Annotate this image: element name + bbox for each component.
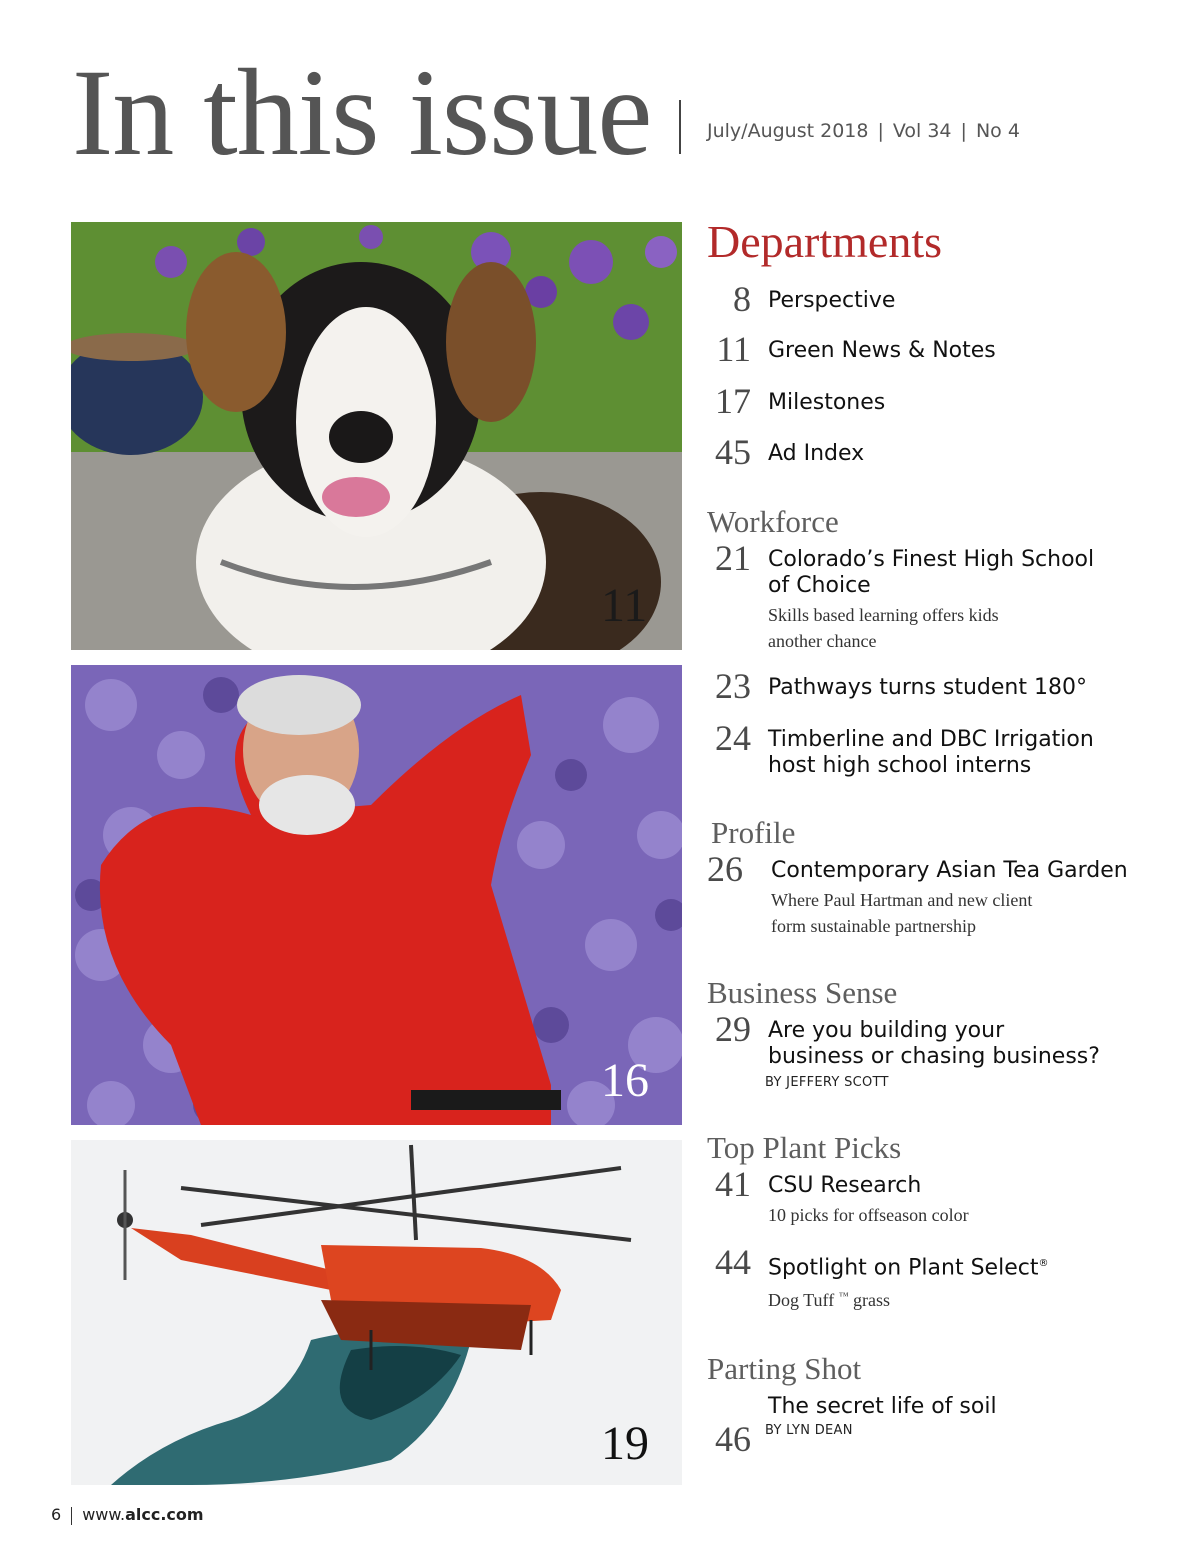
entry-subtitle: 10 picks for offseason color xyxy=(768,1205,969,1225)
photo-page-number: 16 xyxy=(601,1054,649,1107)
toc-entry[interactable] xyxy=(707,720,1177,779)
section-title-profile: Profile xyxy=(711,815,796,850)
entry-byline: BY LYN DEAN xyxy=(765,1423,853,1439)
section-title-top-plant-picks: Top Plant Picks xyxy=(707,1130,902,1165)
toc-entry[interactable] xyxy=(707,381,1177,421)
footer-url[interactable]: www.alcc.com xyxy=(82,1505,204,1524)
toc-entry[interactable] xyxy=(707,1244,1177,1313)
section-title-departments: Departments xyxy=(707,216,943,267)
entry-page-number: 17 xyxy=(715,381,751,421)
entry-page-number: 8 xyxy=(733,279,751,319)
section-title-parting-shot: Parting Shot xyxy=(707,1351,862,1387)
entry-page-number: 41 xyxy=(715,1164,751,1204)
entry-title: Milestones xyxy=(768,390,886,415)
toc-entry[interactable] xyxy=(707,1387,1177,1460)
issue-number: No 4 xyxy=(975,120,1020,142)
entry-page-number: 44 xyxy=(715,1242,751,1282)
separator: | xyxy=(960,120,967,142)
entry-page-number: 26 xyxy=(707,849,743,889)
toc-entry[interactable] xyxy=(707,329,1177,369)
entry-title: Perspective xyxy=(768,288,896,313)
page-title: In this issue xyxy=(72,44,652,181)
toc-entry[interactable] xyxy=(707,540,1177,654)
man-in-flowers-photo xyxy=(71,665,682,1125)
entry-title: Colorado’s Finest High School of Choice xyxy=(768,547,1095,598)
footer-divider xyxy=(71,1507,72,1525)
footer-page-number: 6 xyxy=(51,1505,62,1524)
registered-mark: ® xyxy=(1038,1258,1049,1269)
entry-title: Are you building your business or chasing business? xyxy=(768,1018,1100,1069)
separator: | xyxy=(877,120,884,142)
entry-byline: BY JEFFERY SCOTT xyxy=(765,1075,889,1090)
entry-title: CSU Research xyxy=(768,1173,922,1198)
entry-title: Spotlight on Plant Select® xyxy=(768,1255,1049,1281)
toc-entry[interactable] xyxy=(707,432,1177,472)
helicopter-photo-icon xyxy=(71,1140,682,1485)
entry-subtitle: Dog Tuff ™ grass xyxy=(768,1290,891,1311)
man-in-flowers-photo-icon xyxy=(71,665,682,1125)
issue-volume: Vol 34 xyxy=(892,120,952,142)
section-title-workforce: Workforce xyxy=(707,504,839,539)
entry-page-number: 24 xyxy=(715,718,751,758)
trademark-mark: ™ xyxy=(838,1291,849,1303)
entry-page-number: 29 xyxy=(715,1009,751,1049)
page-footer xyxy=(51,1505,204,1525)
toc-entry[interactable] xyxy=(707,1166,1177,1228)
entry-page-number: 11 xyxy=(716,329,751,369)
entry-page-number: 23 xyxy=(715,666,751,706)
entry-title: Green News & Notes xyxy=(768,338,996,363)
entry-subtitle: Where Paul Hartman and new client form sustainable partnership xyxy=(771,890,1033,936)
issue-date: July/August 2018 xyxy=(707,120,869,142)
entry-subtitle: Skills based learning offers kids another chance xyxy=(768,605,999,651)
entry-title: Contemporary Asian Tea Garden xyxy=(771,858,1128,883)
entry-page-number: 21 xyxy=(715,538,751,578)
entry-title: The secret life of soil xyxy=(768,1394,997,1420)
section-title-business-sense: Business Sense xyxy=(707,975,898,1010)
dog-photo-icon xyxy=(71,222,682,650)
toc-entry[interactable] xyxy=(707,1011,1177,1092)
photo-page-number: 11 xyxy=(601,579,648,632)
title-divider xyxy=(679,100,681,154)
entry-page-number: 46 xyxy=(715,1419,751,1460)
table-of-contents xyxy=(707,215,1177,1460)
issue-info xyxy=(707,120,1020,142)
toc-entry[interactable] xyxy=(707,666,1177,706)
photo-page-number: 19 xyxy=(601,1417,649,1470)
toc-entry[interactable] xyxy=(707,279,1177,319)
entry-title: Timberline and DBC Irrigation host high school interns xyxy=(768,727,1094,778)
entry-page-number: 45 xyxy=(715,432,751,472)
helicopter-photo xyxy=(71,1140,682,1485)
dog-photo xyxy=(71,222,682,650)
toc-entry[interactable] xyxy=(707,851,1177,939)
entry-title: Pathways turns student 180° xyxy=(768,675,1087,700)
entry-title: Ad Index xyxy=(768,441,865,466)
